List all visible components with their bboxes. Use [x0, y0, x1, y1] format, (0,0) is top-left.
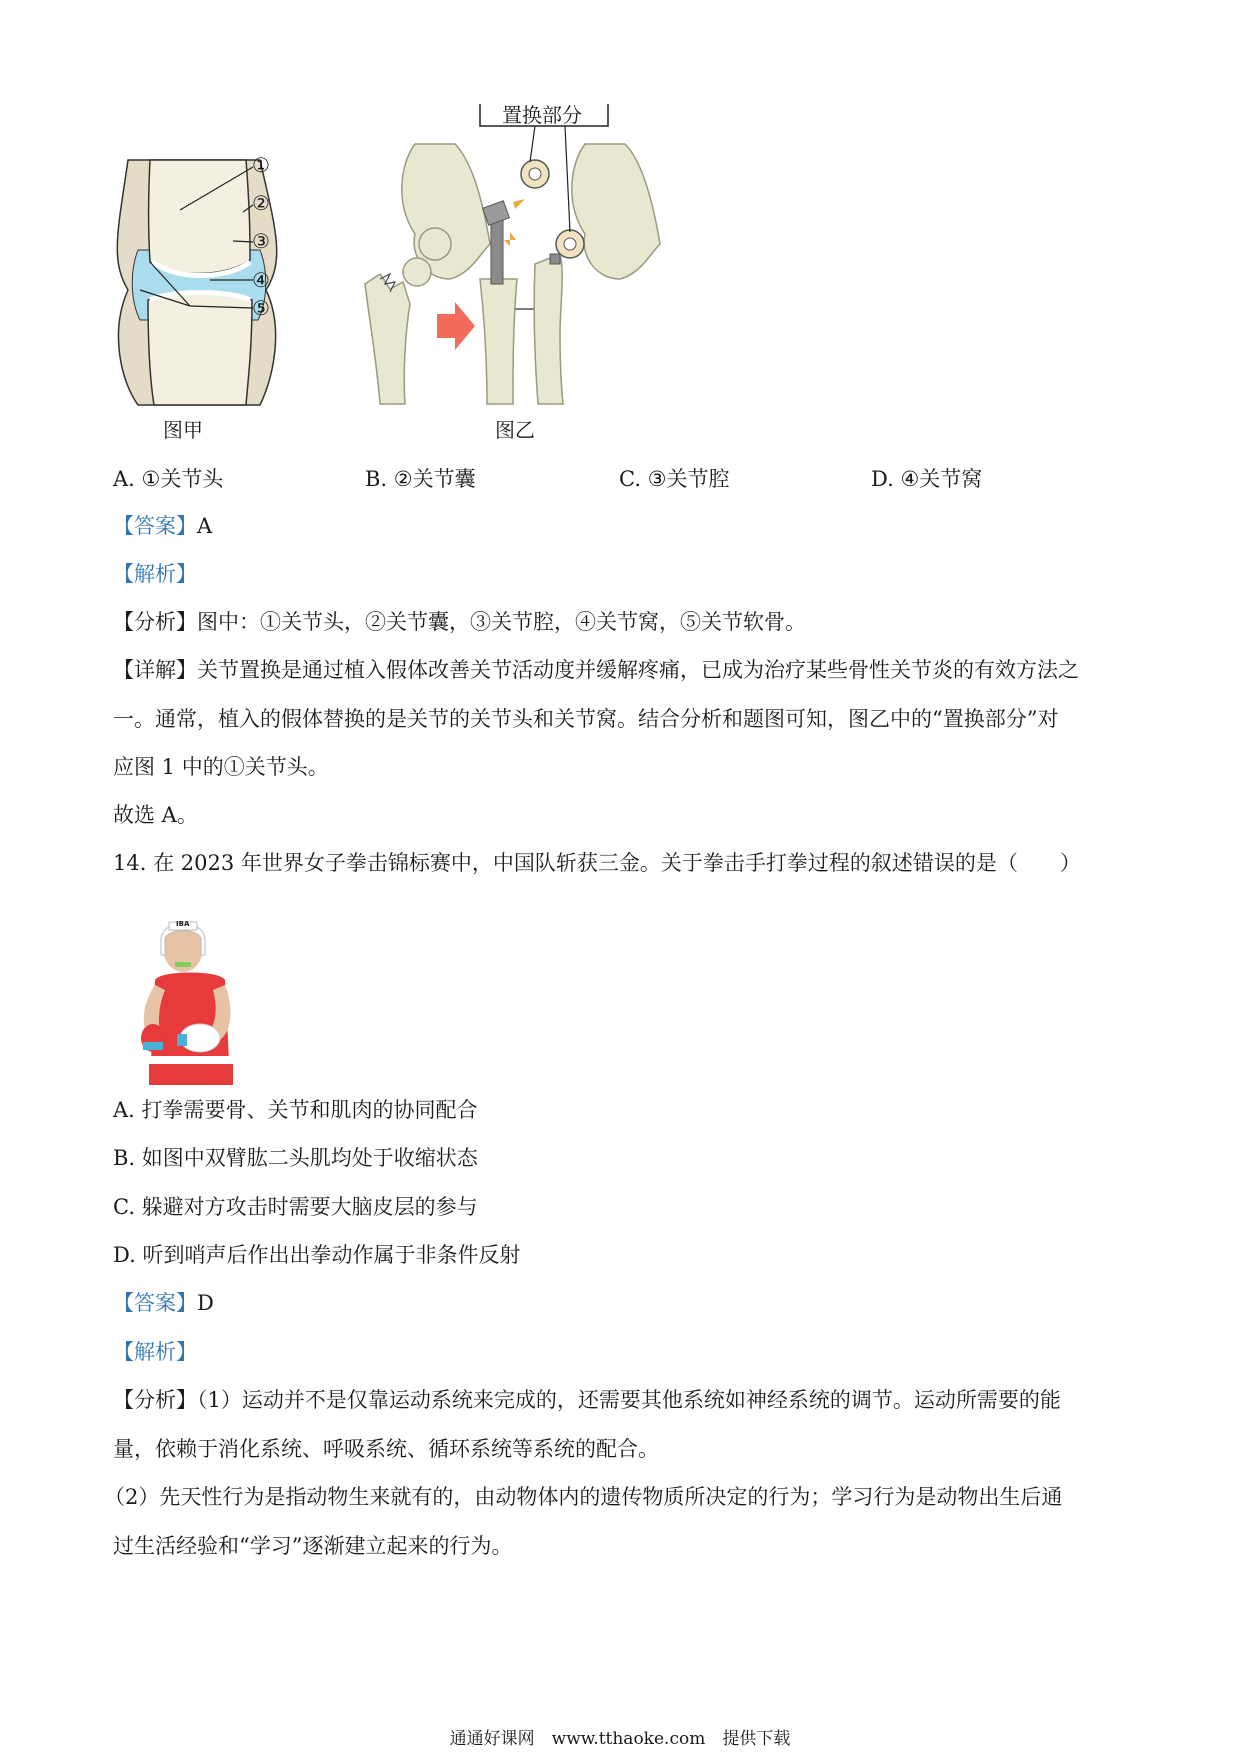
q14-option-b: B. 如图中双臂肱二头肌均处于收缩状态 — [113, 1146, 478, 1170]
q13-xiangjie-line1 — [113, 655, 1079, 685]
analysis-tag: 【解析】 — [113, 1340, 197, 1364]
q14-option-c: C. 躲避对方攻击时需要大脑皮层的参与 — [113, 1195, 478, 1219]
q13-xiangjie-line3: 应图 1 中的①关节头。 — [113, 755, 329, 779]
marker-2: ② — [252, 191, 270, 215]
q13-xiangjie-line2: 一。通常，植入的假体替换的是关节的关节头和关节窝。结合分析和题图可知，图乙中的“置换部分”对 — [113, 707, 1059, 731]
answer-value: D — [197, 1291, 214, 1315]
answer-value: A — [197, 514, 213, 538]
fenxi-tag: 【分析】 — [113, 610, 197, 634]
answer-tag: 【答案】 — [113, 514, 197, 538]
q14-analysis-heading — [113, 1337, 197, 1367]
q14-option-a: A. 打拳需要骨、关节和肌肉的协同配合 — [113, 1098, 478, 1122]
replacement-label: 置换部分 — [502, 103, 582, 127]
q14-answer — [113, 1288, 214, 1318]
fenxi-text-1: （1）运动并不是仅靠运动系统来完成的，还需要其他系统如神经系统的调节。运动所需要的能 — [197, 1388, 1061, 1412]
q13-answer — [113, 511, 212, 541]
hip-replacement-illustration — [355, 104, 735, 409]
knee-joint-illustration — [110, 150, 320, 410]
q14-fenxi-line3: （2）先天性行为是指动物生来就有的，由动物体内的遗传物质所决定的行为；学习行为是动物出生后通 — [104, 1485, 1063, 1509]
marker-1: ① — [252, 153, 270, 177]
boxer-photo — [125, 910, 255, 1085]
xiangjie-tag: 【详解】 — [113, 658, 197, 682]
answer-tag: 【答案】 — [113, 1291, 197, 1315]
q13-option-c: C. ③关节腔 — [619, 467, 730, 491]
analysis-tag: 【解析】 — [113, 562, 197, 586]
fenxi-tag: 【分析】 — [113, 1388, 197, 1412]
figure-boxer — [125, 910, 255, 1085]
caption-yi: 图乙 — [495, 418, 535, 442]
figure-jia-knee-joint — [110, 150, 320, 410]
marker-3: ③ — [252, 229, 270, 253]
q13-option-b: B. ②关节囊 — [365, 467, 476, 491]
q14-option-d: D. 听到哨声后作出出拳动作属于非条件反射 — [113, 1243, 521, 1267]
marker-5: ⑤ — [252, 296, 270, 320]
q13-option-d: D. ④关节窝 — [871, 467, 983, 491]
marker-4: ④ — [252, 268, 270, 292]
q14-fenxi-line2: 量，依赖于消化系统、呼吸系统、循环系统等系统的配合。 — [113, 1437, 659, 1461]
page-footer: 通通好课网 www.tthaoke.com 提供下载 — [449, 1729, 791, 1749]
q13-option-a: A. ①关节头 — [113, 467, 224, 491]
q13-analysis-heading — [113, 559, 197, 589]
q13-choice: 故选 A。 — [113, 803, 198, 827]
headgear-text: IBA — [176, 920, 190, 928]
fenxi-text: 图中：①关节头，②关节囊，③关节腔，④关节窝，⑤关节软骨。 — [197, 610, 806, 634]
q14-question: 14. 在 2023 年世界女子拳击锦标赛中，中国队斩获三金。关于拳击手打拳过程的叙述错误的是（ ） — [113, 851, 1081, 875]
caption-jia: 图甲 — [163, 418, 203, 442]
q13-fenxi — [113, 607, 806, 637]
q14-fenxi-line4: 过生活经验和“学习”逐渐建立起来的行为。 — [113, 1534, 513, 1558]
xiangjie-text-1: 关节置换是通过植入假体改善关节活动度并缓解疼痛，已成为治疗某些骨性关节炎的有效方法之 — [197, 658, 1079, 682]
figure-yi-hip-replacement — [355, 104, 735, 409]
q14-fenxi-line1 — [113, 1385, 1061, 1415]
